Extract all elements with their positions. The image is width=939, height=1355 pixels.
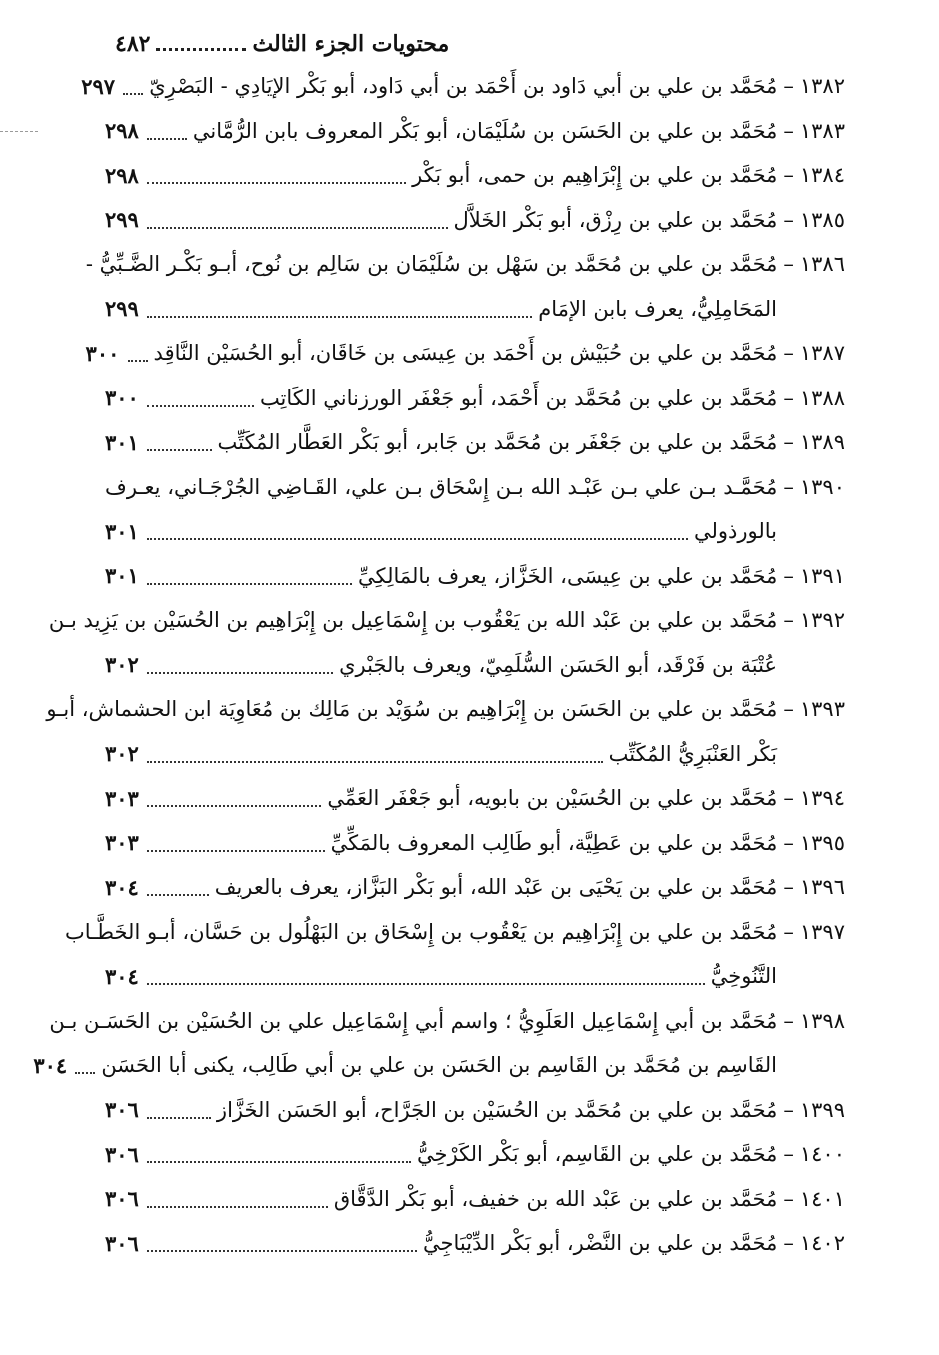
entry-text: مُحَمَّد بن علي بن يَحْيَى بن عَبْد الله، أبو بَكْر البَزَّاز، يعرف بالعريف bbox=[214, 875, 778, 900]
entry-text: بالورذولي bbox=[693, 519, 777, 544]
entry-text: مُحَمَّد بن علي بن الحَسَن بن سُلَيْمَان، أبو بَكْر المعروف بابن الرُّمَّاني bbox=[192, 118, 778, 143]
entry-dash: – bbox=[783, 163, 794, 188]
dot-leader bbox=[147, 1198, 328, 1208]
page-header bbox=[105, 24, 845, 64]
entry-number: ١٣٨٨ bbox=[799, 385, 845, 410]
entry-dash: – bbox=[783, 1186, 794, 1211]
toc-entry bbox=[105, 554, 845, 599]
entry-dash: – bbox=[783, 786, 794, 811]
entry-number: ١٤٠٢ bbox=[799, 1231, 845, 1256]
toc-entry bbox=[64, 910, 845, 955]
entry-number: ١٣٩٣ bbox=[799, 697, 845, 722]
entry-number: ١٤٠٠ bbox=[799, 1142, 845, 1167]
entry-dash: – bbox=[783, 1008, 794, 1033]
entry-page-number: ٢٩٨ bbox=[105, 162, 139, 188]
toc-entry bbox=[105, 865, 845, 910]
entry-dash: – bbox=[783, 1231, 794, 1256]
dot-leader bbox=[147, 174, 406, 184]
entry-page-number: ٣٠٤ bbox=[105, 874, 139, 900]
entry-text: مُحَمَّد بن علي بن مُحَمَّد بن سَهْل بن سُلَيْمَان بن سَالِم بن نُوح، أبـو بَكْـر الضَّـبِّيُّ - bbox=[85, 252, 778, 277]
dot-leader bbox=[147, 753, 603, 763]
dot-leader bbox=[147, 575, 352, 585]
entry-page-number: ٣٠٠ bbox=[105, 385, 139, 411]
entry-dash: – bbox=[783, 830, 794, 855]
entry-text: مُحَمَّد بن علي بن إِبْرَاهِيم بن يَعْقُوب بن إِسْحَاق بن البَهْلُول بن حَسَّان، أبـو الخَطَّـاب bbox=[64, 919, 778, 944]
entry-dash: – bbox=[783, 74, 794, 99]
entry-page-number: ٣٠٠ bbox=[85, 340, 120, 366]
dot-leader bbox=[147, 1153, 411, 1163]
toc-entry bbox=[85, 331, 845, 376]
entry-text: مُحَمَّد بن علي بن حُبَيْش بن أَحْمَد بن عِيسَى بن خَاقَان، أبو الحُسَيْن النَّاقِد bbox=[153, 341, 778, 366]
entry-page-number: ٣٠٢ bbox=[105, 652, 139, 678]
entry-number: ١٣٨٦ bbox=[799, 252, 845, 277]
toc-entry bbox=[105, 1132, 845, 1177]
entry-text: مُحَمَّد بن علي بن رِزْق، أبو بَكْر الخَلاَّل bbox=[453, 207, 778, 232]
toc-entry bbox=[105, 153, 845, 198]
entry-text: مُحَمَّد بن علي بن القَاسِم، أبو بَكْر الكَرْخِيُّ bbox=[416, 1142, 778, 1167]
entry-number: ١٣٩٩ bbox=[799, 1097, 845, 1122]
page-number: ٤٨٢ bbox=[115, 31, 151, 57]
entry-number: ١٣٩٠ bbox=[799, 474, 845, 499]
entry-dash: – bbox=[783, 341, 794, 366]
header-dot-leader bbox=[156, 38, 246, 51]
entry-page-number: ٣٠٦ bbox=[105, 1097, 139, 1123]
toc-entry bbox=[105, 1221, 845, 1266]
entry-dash: – bbox=[783, 1142, 794, 1167]
entry-dash: – bbox=[783, 608, 794, 633]
entry-dash: – bbox=[783, 1097, 794, 1122]
toc-entry bbox=[48, 598, 845, 643]
dot-leader bbox=[147, 664, 333, 674]
entry-page-number: ٣٠١ bbox=[105, 429, 139, 455]
entry-text: مُحَمَّد بن علي بن النَّضْر، أبو بَكْر الدِّيْبَاجِيُّ bbox=[423, 1231, 778, 1256]
toc-entry bbox=[85, 242, 845, 287]
dot-leader bbox=[75, 1064, 95, 1074]
entry-dash: – bbox=[783, 563, 794, 588]
toc-entry bbox=[105, 376, 845, 421]
toc-entry bbox=[81, 64, 845, 109]
entry-text: مُحَمَّـد بـن علي بـن عَبْـد الله بـن إِسْحَاق بـن علي، القَـاضِي الجُرْجَـاني، يعـرف bbox=[105, 474, 778, 499]
dot-leader bbox=[147, 530, 688, 540]
entry-page-number: ٢٩٩ bbox=[105, 296, 139, 322]
entry-dash: – bbox=[783, 207, 794, 232]
entry-dash: – bbox=[783, 252, 794, 277]
entry-number: ١٣٨٤ bbox=[799, 163, 845, 188]
toc-entry bbox=[105, 198, 845, 243]
entry-text: القَاسِم بن مُحَمَّد بن القَاسِم بن الحَسَن بن علي بن أبي طَالِب، يكنى أبا الحَسَن bbox=[101, 1053, 777, 1078]
entry-text: مُحَمَّد بن علي بن عَبْد الله بن يَعْقُوب بن إِسْمَاعِيل بن إِبْرَاهِيم بن الحُسَيْن بن يَزِيد بـن bbox=[48, 608, 778, 633]
entry-page-number: ٣٠٤ bbox=[105, 963, 139, 989]
entry-number: ١٣٩٢ bbox=[799, 608, 845, 633]
entry-dash: – bbox=[783, 118, 794, 143]
toc-entry-continuation bbox=[105, 287, 845, 332]
entry-page-number: ٢٩٧ bbox=[81, 73, 116, 99]
entry-text: مُحَمَّد بن علي بن عِيسَى، الخَزَّاز، يعرف بالمَالِكِيِّ bbox=[358, 563, 778, 588]
dot-leader bbox=[147, 842, 325, 852]
margin-mark bbox=[0, 131, 38, 132]
entry-number: ١٣٩٦ bbox=[799, 875, 845, 900]
dot-leader bbox=[147, 308, 532, 318]
entry-page-number: ٣٠٤ bbox=[33, 1052, 68, 1078]
dot-leader bbox=[147, 219, 448, 229]
entry-dash: – bbox=[783, 430, 794, 455]
dot-leader bbox=[128, 352, 148, 362]
entry-page-number: ٣٠١ bbox=[105, 518, 139, 544]
entry-text: مُحَمَّد بن علي بن عَبْد الله بن خفيف، أبو بَكْر الدَّقَّاق bbox=[333, 1186, 778, 1211]
toc-entry-continuation bbox=[105, 954, 845, 999]
entry-page-number: ٣٠٢ bbox=[105, 741, 139, 767]
entry-number: ١٤٠١ bbox=[799, 1186, 845, 1211]
entry-text: المَحَامِلِيُّ، يعرف بابن الإمَام bbox=[538, 296, 777, 321]
entry-number: ١٣٩٤ bbox=[799, 786, 845, 811]
entry-number: ١٣٨٧ bbox=[799, 341, 845, 366]
toc-entry-continuation bbox=[105, 643, 845, 688]
toc-entry bbox=[46, 687, 845, 732]
page-title: محتويات الجزء الثالث bbox=[252, 31, 450, 57]
entry-page-number: ٣٠٣ bbox=[105, 785, 139, 811]
dot-leader bbox=[147, 441, 212, 451]
entry-number: ١٣٩٨ bbox=[799, 1008, 845, 1033]
entry-number: ١٣٨٩ bbox=[799, 430, 845, 455]
entry-page-number: ٢٩٨ bbox=[105, 118, 139, 144]
entry-dash: – bbox=[783, 385, 794, 410]
toc-entry-continuation bbox=[105, 732, 845, 777]
toc-entry bbox=[105, 821, 845, 866]
entry-text: مُحَمَّد بن علي بن الحُسَيْن بن بابويه، أبو جَعْفَر العَمِّي bbox=[327, 786, 778, 811]
entry-text: التَّنُوخِيُّ bbox=[710, 964, 777, 989]
dot-leader bbox=[147, 975, 705, 985]
dot-leader bbox=[147, 397, 254, 407]
dot-leader bbox=[147, 1109, 211, 1119]
entry-page-number: ٣٠٦ bbox=[105, 1230, 139, 1256]
toc-entry-continuation bbox=[105, 509, 845, 554]
entry-number: ١٣٩٧ bbox=[799, 919, 845, 944]
entry-text: عُتْبَة بن فَرْقَد، أبو الحَسَن السُّلَمِيّ، ويعرف بالجَبْري bbox=[339, 652, 777, 677]
entry-dash: – bbox=[783, 697, 794, 722]
entry-dash: – bbox=[783, 474, 794, 499]
toc-entry bbox=[105, 1088, 845, 1133]
entry-number: ١٣٩٥ bbox=[799, 830, 845, 855]
entry-page-number: ٣٠٦ bbox=[105, 1186, 139, 1212]
entry-page-number: ٢٩٩ bbox=[105, 207, 139, 233]
dot-leader bbox=[147, 886, 209, 896]
entry-text: مُحَمَّد بن علي بن مُحَمَّد بن الحُسَيْن بن الجَرَّاح، أبو الحَسَن الخَزَّاز bbox=[216, 1097, 778, 1122]
entry-page-number: ٣٠٦ bbox=[105, 1141, 139, 1167]
toc-entry bbox=[105, 1177, 845, 1222]
dot-leader bbox=[123, 85, 143, 95]
entry-text: مُحَمَّد بن علي بن أبي دَاود بن أَحْمَد بن أبي دَاود، أبو بَكْر الإيَادِي - البَصْرِيّ bbox=[149, 74, 778, 99]
toc-entry bbox=[105, 465, 845, 510]
entry-number: ١٣٩١ bbox=[799, 563, 845, 588]
entry-page-number: ٣٠١ bbox=[105, 563, 139, 589]
entry-text: مُحَمَّد بن علي بن إِبْرَاهِيم بن حمى، أبو بَكْر bbox=[412, 163, 778, 188]
entry-number: ١٣٨٢ bbox=[799, 74, 845, 99]
entry-text: بَكْر العَنْبَرِيُّ المُكَتِّب bbox=[608, 741, 777, 766]
toc-entry-continuation bbox=[33, 1043, 845, 1088]
entry-text: مُحَمَّد بن علي بن عَطِيَّة، أبو طَالِب المعروف بالمَكِّيِّ bbox=[330, 830, 778, 855]
entry-dash: – bbox=[783, 875, 794, 900]
table-of-contents bbox=[33, 64, 845, 1266]
dot-leader bbox=[147, 1242, 417, 1252]
dot-leader bbox=[147, 130, 187, 140]
entry-number: ١٣٨٥ bbox=[799, 207, 845, 232]
toc-entry bbox=[105, 776, 845, 821]
entry-text: مُحَمَّد بن أبي إِسْمَاعِيل العَلَوِيُّ ؛ واسم أبي إِسْمَاعِيل علي بن الحُسَيْن بن الحَسَـن بـن bbox=[49, 1008, 778, 1033]
entry-page-number: ٣٠٣ bbox=[105, 830, 139, 856]
entry-dash: – bbox=[783, 919, 794, 944]
toc-entry bbox=[49, 999, 845, 1044]
entry-text: مُحَمَّد بن علي بن الحَسَن بن إِبْرَاهِيم بن سُوَيْد بن مَالِك بن مُعَاوِيَة ابن الحشماش، أبـو bbox=[46, 697, 778, 722]
entry-text: مُحَمَّد بن علي بن مُحَمَّد بن أَحْمَد، أبو جَعْفَر الورزناني الكَاتِب bbox=[259, 385, 778, 410]
entry-number: ١٣٨٣ bbox=[799, 118, 845, 143]
dot-leader bbox=[147, 797, 321, 807]
toc-entry bbox=[105, 109, 845, 154]
toc-entry bbox=[105, 420, 845, 465]
entry-text: مُحَمَّد بن علي بن جَعْفَر بن مُحَمَّد بن جَابر، أبو بَكْر العَطَّار المُكَتِّب bbox=[217, 430, 778, 455]
